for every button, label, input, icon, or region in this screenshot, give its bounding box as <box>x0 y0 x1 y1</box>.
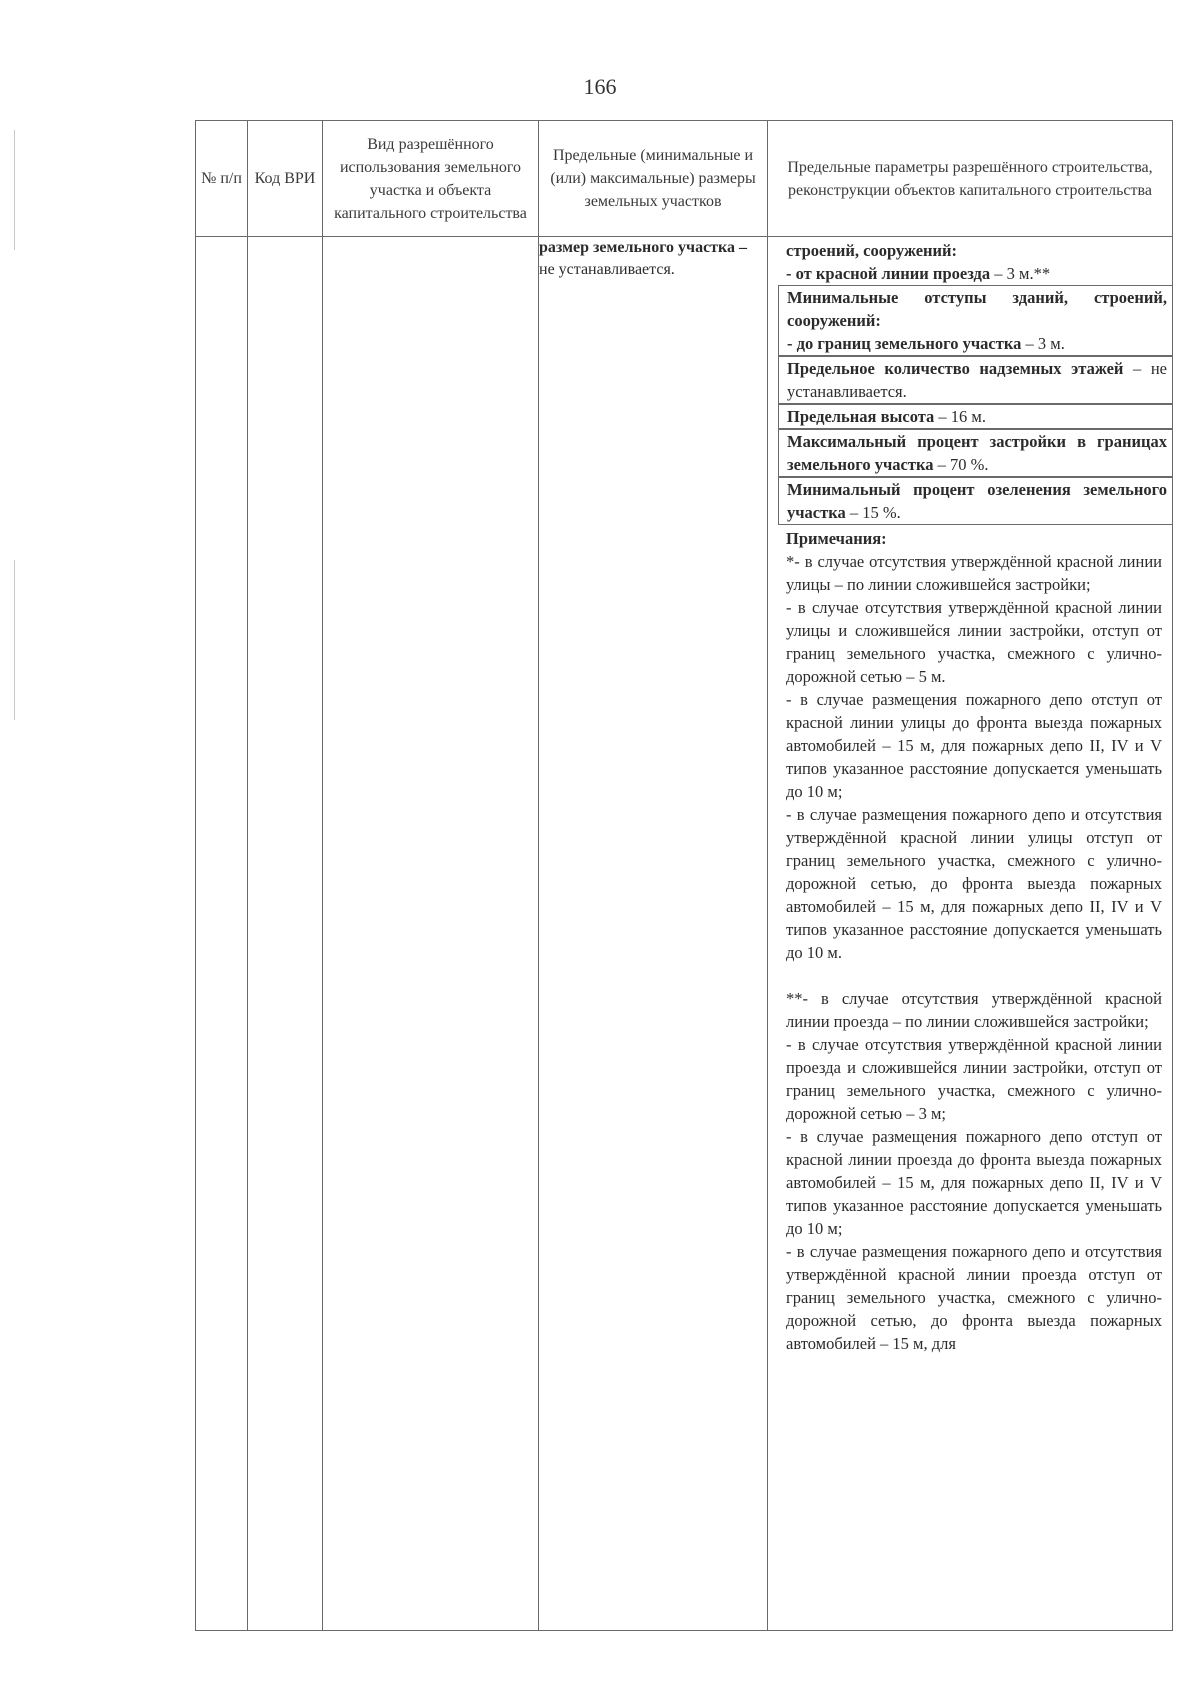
cell-code <box>248 237 323 1631</box>
plot-size-value: не устанавливается. <box>539 261 675 278</box>
greening-value: – 15 %. <box>845 503 901 522</box>
note-item: **- в случае отсутствия утверждённой красной линии проезда – по линии сложившейся застройки; <box>786 989 1162 1031</box>
setback-bounds-label: Минимальные отступы зданий, строений, сооружений: <box>787 288 1167 330</box>
height-block <box>778 404 1172 429</box>
notes-section <box>768 525 1172 1355</box>
height-label: Предельная высота <box>787 407 935 426</box>
setback-red-line-item: - от красной линии проезда <box>786 264 991 283</box>
setback-bounds-block <box>778 285 1172 356</box>
note-item: - в случае размещения пожарного депо отступ от красной линии проезда до фронта выезда пожарных автомобилей – 15 м, для пожарных депо II, IV и V типов указанное расстояние допускается уменьшать до 10 м; <box>786 1127 1162 1238</box>
note-item: - в случае размещения пожарного депо и отсутствия утверждённой красной линии улицы отступ от границ земельного участка, смежного с улично-дорожной сетью, до фронта выезда пожарных автомобилей – 15 м, для пожарных депо II, IV и V типов указанное расстояние допускается уменьшать до 10 м. <box>786 805 1162 962</box>
header-build-params: Предельные параметры разрешённого строительства, реконструкции объектов капитального строительства <box>768 121 1173 237</box>
height-value: – 16 м. <box>934 407 986 426</box>
setback-red-line-value: – 3 м.** <box>990 264 1051 283</box>
table-row <box>196 237 1173 1631</box>
setback-bounds-item: - до границ земельного участка <box>787 334 1022 353</box>
header-code: Код ВРИ <box>248 121 323 237</box>
header-plot-size: Предельные (минимальные и (или) максимальные) размеры земельных участков <box>539 121 768 237</box>
note-item: - в случае размещения пожарного депо и отсутствия утверждённой красной линии проезда отступ от границ земельного участка, смежного с улично-дорожной сетью, до фронта выезда пожарных автомобилей – 15 м, для <box>786 1242 1162 1353</box>
floors-value: – не устанавливается. <box>787 359 1167 401</box>
coverage-label: Максимальный процент застройки в границах земельного участка <box>787 432 1167 474</box>
greening-block <box>778 477 1172 525</box>
setback-red-line-label: строений, сооружений: <box>786 241 958 260</box>
cell-number <box>196 237 248 1631</box>
table-header-row <box>196 121 1173 237</box>
page-number: 166 <box>583 74 617 99</box>
header-number: № п/п <box>196 121 248 237</box>
coverage-block <box>778 429 1172 477</box>
setback-red-line-block <box>768 237 1172 285</box>
plot-size-label: размер земельного участка – <box>539 239 748 256</box>
cell-use-type <box>323 237 539 1631</box>
floors-label: Предельное количество надземных этажей <box>787 359 1124 378</box>
scan-margin-mark <box>14 560 15 720</box>
cell-plot-size <box>539 237 768 1631</box>
note-item: - в случае отсутствия утверждённой красной линии проезда и сложившейся линии застройки, отступ от границ земельного участка, смежного с улично-дорожной сетью – 3 м; <box>786 1035 1162 1123</box>
floors-block <box>778 356 1172 404</box>
greening-label: Минимальный процент озеленения земельного участка <box>787 480 1167 522</box>
notes-spacer <box>786 964 1162 987</box>
setback-bounds-value: – 3 м. <box>1021 334 1065 353</box>
note-item: - в случае размещения пожарного депо отступ от красной линии улицы до фронта выезда пожарных автомобилей – 15 м, для пожарных депо II, IV и V типов указанное расстояние допускается уменьшать до 10 м; <box>786 690 1162 801</box>
scan-margin-mark <box>14 130 15 250</box>
coverage-value: – 70 %. <box>933 455 989 474</box>
note-item: - в случае отсутствия утверждённой красной линии улицы и сложившейся линии застройки, отступ от границ земельного участка, смежного с улично-дорожной сетью – 5 м. <box>786 598 1162 686</box>
note-item: *- в случае отсутствия утверждённой красной линии улицы – по линии сложившейся застройки; <box>786 552 1162 594</box>
notes-title: Примечания: <box>786 529 887 548</box>
cell-build-params <box>768 237 1173 1631</box>
header-use-type: Вид разрешённого использования земельного участка и объекта капитального строительства <box>323 121 539 237</box>
land-use-parameters-table <box>195 120 1173 1631</box>
